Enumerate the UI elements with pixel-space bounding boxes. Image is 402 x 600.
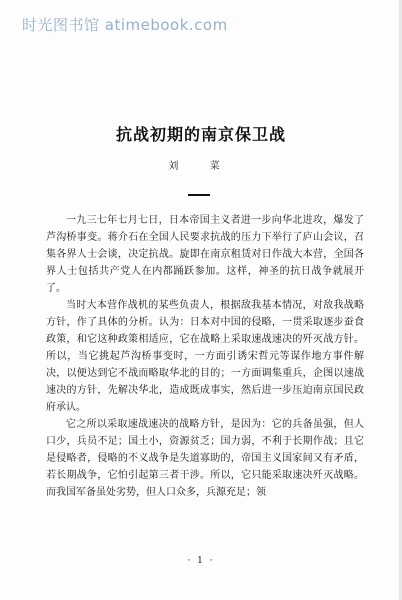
paragraph-1: 一九三七年七月七日，日本帝国主义者进一步向华北进攻，爆发了芦沟桥事变。蒋介石在全国人民要求抗战的压力下举行了庐山会议，召集各界人士会谈，决定抗战。旋即在南京租赁对日作战大本营，全国各界人士包括共产党人在内都踊跃参加。这样，神圣的抗日战争就展开了。 — [46, 215, 364, 294]
author-name: 刘 菜 — [168, 161, 234, 172]
paragraph-3: 它之所以采取速战速决的战略方针，是因为：它的兵备虽强，但人口少，兵员不足；国土小，资源贫乏；国力弱，不利于长期作战；且它是侵略者，侵略的不义战争是失道寡助的，帝国主义国家间又有矛盾，若长期战争，它怕引起第三者干涉。所以，它只能采取速决歼灭战略。而我国军备虽处劣势，但人口众多，兵源充足；领 — [46, 419, 364, 498]
body-text — [46, 212, 364, 501]
site-watermark: 时光图书馆 atimebook.com — [22, 16, 228, 34]
page-number: · 1 · — [187, 556, 215, 566]
chapter-title: 抗战初期的南京保卫战 — [115, 125, 286, 144]
paragraph-2: 当时大本营作战机的某些负责人，根据敌我基本情况，对敌我战略方针，作了具体的分析。认为：日本对中国的侵略，一贯采取逐步蚕食政策，和它这种政策相适应，它在战略上采取速战速决的歼灭战方针。所以，当它挑起芦沟桥事变时，一方面引诱宋哲元等谋作地方事件解决，以便达到它不战而略取华北的目的；一方面调集重兵，企图以速战速决的方针，先解决华北，造成既成事实，然后进一步压迫南京国民政府承认。 — [46, 300, 364, 413]
section-number-one — [188, 194, 210, 196]
